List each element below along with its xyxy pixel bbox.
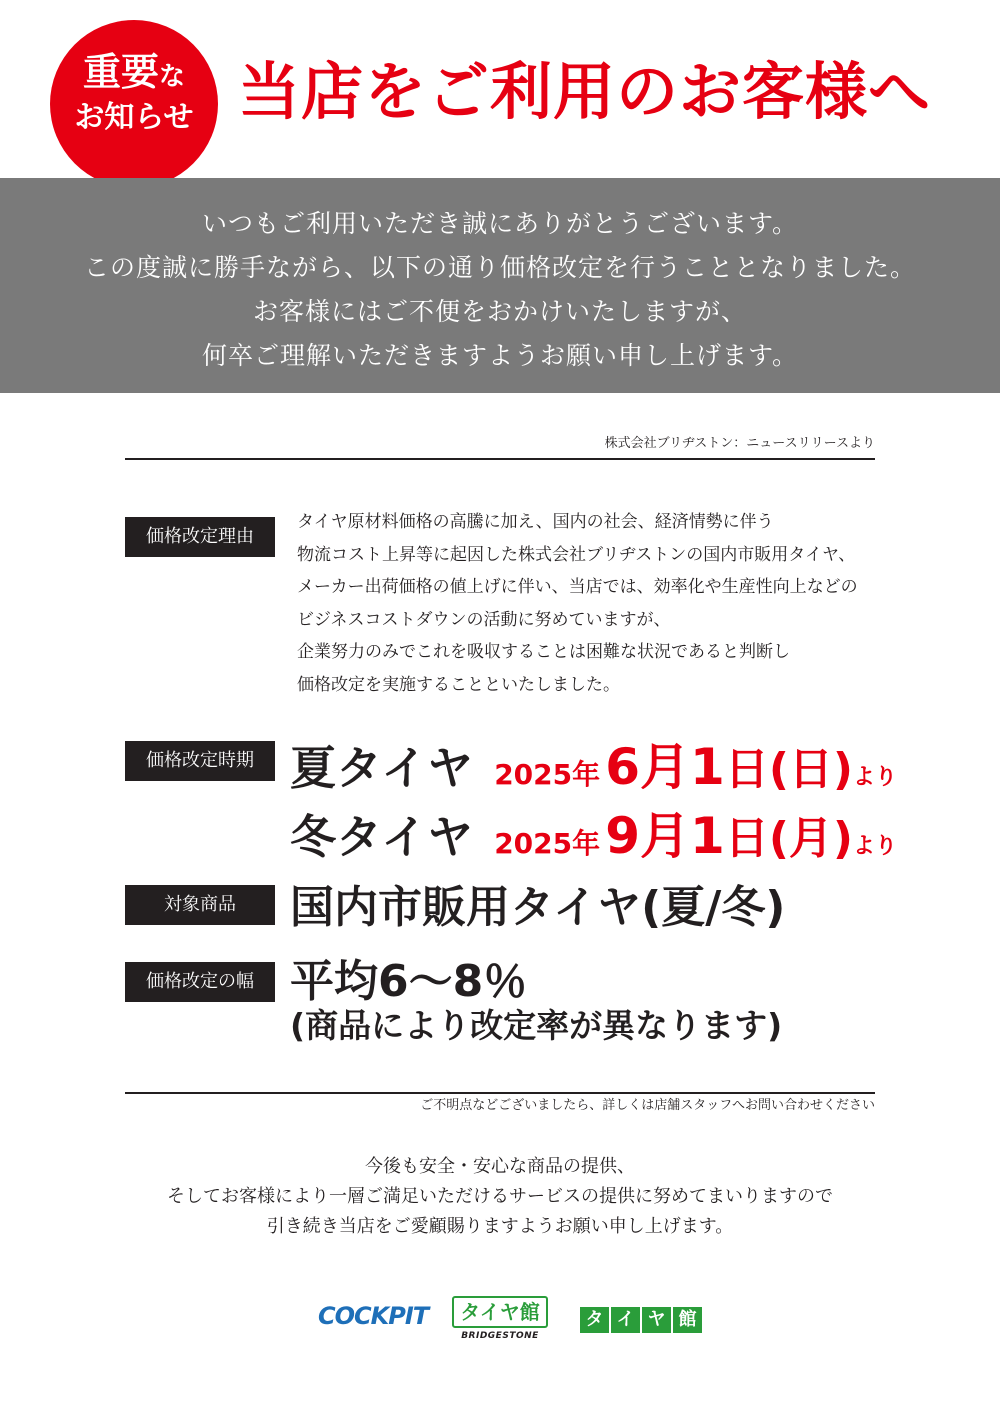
tirekan-tile-logo: [580, 1307, 704, 1333]
bottom-divider: [125, 1092, 875, 1094]
inquiry-note: ご不明点などございましたら、詳しくは店舗スタッフへお問い合わせください: [420, 1098, 875, 1113]
summer-tire-period: [290, 727, 897, 797]
range-label: 価格改定の幅: [125, 962, 275, 1002]
date-weekday: (月): [768, 813, 854, 864]
reason-line: タイヤ原材料価格の高騰に加え、国内の社会、経済情勢に伴う: [297, 512, 774, 532]
reason-label: 価格改定理由: [125, 517, 275, 557]
reason-line: 企業努力のみでこれを吸収することは困難な状況であると判断し: [297, 642, 790, 662]
badge-line1-text: 重要: [82, 50, 159, 94]
bridgestone-logo-text: BRIDGESTONE: [461, 1331, 539, 1341]
top-divider: [125, 458, 875, 460]
reason-line: メーカー出荷価格の値上げに伴い、当店では、効率化や生産性向上などの: [297, 577, 858, 597]
tirekan-logo-text: タイヤ館: [452, 1296, 548, 1328]
greeting-line: 何卒ご理解いただきますようお願い申し上げます。: [201, 341, 798, 370]
greeting-band: [0, 178, 1000, 393]
date-year: 2025年: [494, 827, 601, 860]
greeting-line: いつもご利用いただき誠にありがとうございます。: [201, 209, 798, 238]
date-day: 1: [690, 738, 725, 796]
source-credit: 株式会社ブリヂストン：ニュースリリースより: [604, 436, 875, 451]
date-suffix: より: [853, 765, 898, 790]
tire-type: 夏タイヤ: [290, 741, 474, 795]
closing-line: 今後も安全・安心な商品の提供、: [365, 1156, 635, 1177]
tile-char: イ: [611, 1307, 640, 1333]
winter-tire-period: [290, 796, 897, 866]
reason-text: [297, 506, 897, 701]
tile-char: タ: [580, 1307, 609, 1333]
badge-line2: お知らせ: [74, 100, 194, 135]
products-label: 対象商品: [125, 885, 275, 925]
range-note: (商品により改定率が異なります): [290, 1006, 783, 1045]
greeting-line: この度誠に勝手ながら、以下の通り価格改定を行うこととなりました。: [83, 253, 916, 282]
reason-line: ビジネスコストダウンの活動に努めていますが、: [297, 609, 671, 630]
closing-line: そしてお客様により一層ご満足いただけるサービスの提供に努めてまいりますので: [167, 1186, 833, 1207]
important-notice-badge: [50, 20, 218, 188]
tire-type: 冬タイヤ: [290, 810, 474, 864]
cockpit-logo: COCKPIT: [318, 1302, 429, 1330]
page-title: 当店をご利用のお客様へ: [238, 55, 932, 128]
date-day: 1: [690, 807, 725, 865]
date-day-unit: 日: [724, 744, 769, 795]
closing-line: 引き続き当店をご愛顧賜りますようお願い申し上げます。: [266, 1216, 734, 1237]
tirekan-bridgestone-logo: [452, 1296, 548, 1341]
date-month: 9月: [605, 807, 691, 865]
badge-line1: [50, 50, 218, 99]
badge-line1-small: な: [159, 62, 186, 92]
range-value: 平均6～8％: [290, 956, 528, 1007]
tile-char: ヤ: [642, 1307, 671, 1333]
date-suffix: より: [853, 834, 898, 859]
period-label: 価格改定時期: [125, 741, 275, 781]
products-value: 国内市販用タイヤ(夏/冬): [290, 882, 786, 933]
tile-char: 館: [673, 1307, 702, 1333]
greeting-line: お客様にはご不便をおかけいたしますが、: [252, 297, 747, 326]
reason-line: 価格改定を実施することといたしました。: [297, 674, 620, 695]
closing-message: [0, 1152, 1000, 1242]
date-day-unit: 日: [724, 813, 769, 864]
date-year: 2025年: [494, 758, 601, 791]
reason-line: 物流コスト上昇等に起因した株式会社ブリヂストンの国内市販用タイヤ、: [297, 544, 856, 565]
date-month: 6月: [605, 738, 691, 796]
date-weekday: (日): [768, 744, 854, 795]
